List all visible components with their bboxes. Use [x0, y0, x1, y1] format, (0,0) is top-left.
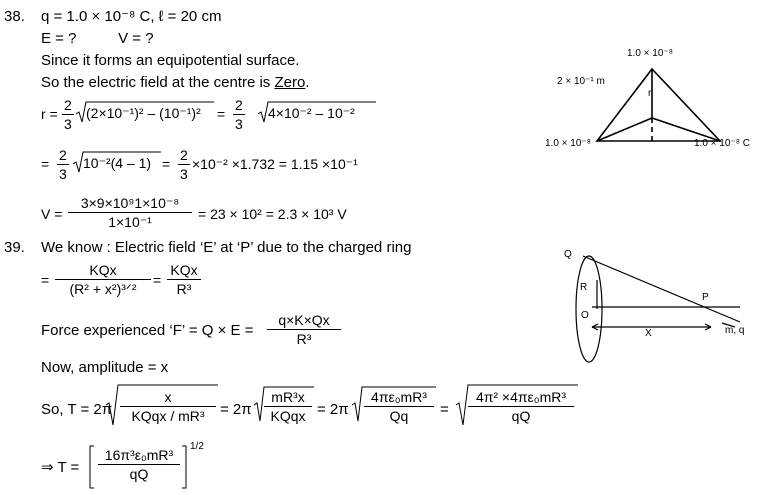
t3-den: Qq — [389, 408, 409, 424]
radicand-1: (2×10⁻¹)² – (10⁻¹)² — [86, 105, 201, 121]
t1-den: KQqx / mR³ — [131, 408, 205, 424]
t2-num: mR³x — [264, 390, 312, 407]
fig39-o-label: O — [581, 310, 589, 321]
equals-1: = — [217, 106, 226, 122]
line2-suffix: . — [305, 74, 310, 91]
equals-4: = — [41, 272, 50, 288]
problem-38-unknowns: E = ? V = ? — [41, 30, 154, 47]
field-den-1: (R² + x²)³ᐟ² — [69, 281, 137, 297]
final-exponent: 1/2 — [190, 441, 204, 452]
field-num-1: KQx — [55, 263, 151, 280]
force-text: Force experienced ‘F’ = Q × E = — [41, 322, 254, 339]
frac-num: 2 — [180, 147, 188, 163]
fig38-left-label: 1.0 × 10⁻⁸ — [545, 138, 591, 149]
problem-39-intro: We know : Electric field ‘E’ at ‘P’ due to the charged ring — [41, 239, 412, 256]
t1-num: x — [120, 390, 216, 407]
t2-den: KQqx — [270, 408, 306, 424]
radicand-2: 4×10⁻² – 10⁻² — [268, 105, 355, 121]
fig39-mq-label: m, q — [725, 325, 745, 336]
frac-den: 3 — [59, 166, 67, 182]
t4-den: qQ — [511, 408, 531, 424]
field-den-2: R³ — [176, 281, 192, 297]
v-lhs: V = — [41, 206, 63, 222]
t3-num: 4πε₀mR³ — [364, 390, 434, 407]
fig38-r-label: r — [648, 88, 652, 99]
equals-3: = — [162, 156, 171, 172]
v-num: 3×9×10⁹1×10⁻⁸ — [68, 196, 192, 213]
fig39-q-label: Q — [564, 249, 572, 260]
field-line — [583, 256, 740, 322]
force-den: R³ — [296, 331, 312, 347]
line2-prefix: So the electric field at the centre is — [41, 74, 275, 91]
force-num: q×K×Qx — [267, 313, 341, 330]
frac-den: 3 — [235, 116, 243, 132]
fig39-x-label: X — [645, 328, 652, 339]
amplitude-text: Now, amplitude = x — [41, 359, 169, 376]
two-pi-1: = 2π — [220, 401, 252, 418]
frac-num: 2 — [64, 97, 72, 113]
frac-num: 2 — [59, 147, 67, 163]
fig39-r-label: R — [580, 282, 588, 293]
equals-5: = — [153, 272, 162, 288]
radicand-3: 10⁻²(4 – 1) — [83, 155, 152, 171]
fig38-right-label: 1.0 × 10⁻⁸ C — [694, 138, 750, 149]
fig38-top-label: 1.0 × 10⁻⁸ — [627, 48, 673, 59]
problem-39-number: 39. — [4, 239, 25, 256]
field-num-2: KQx — [167, 263, 201, 280]
v-den: 1×10⁻¹ — [108, 214, 152, 230]
r-result: ×10⁻² ×1.732 = 1.15 ×10⁻¹ — [192, 156, 358, 172]
equals-2: = — [41, 156, 50, 172]
frac-den: 3 — [180, 166, 188, 182]
fig39-p-label: P — [702, 292, 709, 303]
frac-num: 2 — [235, 97, 243, 113]
ring-ellipse — [576, 256, 602, 362]
two-pi-2: = 2π — [317, 401, 349, 418]
frac-den: 3 — [64, 116, 72, 132]
r-lhs: r = — [41, 106, 58, 122]
fig38-side-label: 2 × 10⁻¹ m — [557, 76, 605, 87]
final-num: 16π³ε₀mR³ — [98, 448, 180, 465]
t4-num: 4π² ×4πε₀mR³ — [468, 390, 574, 407]
problem-38-given: q = 1.0 × 10⁻⁸ C, ℓ = 20 cm — [41, 8, 222, 25]
problem-38-number: 38. — [4, 8, 25, 25]
so-t-lhs: So, T = 2π — [41, 401, 113, 418]
final-lhs: ⇒ T = — [41, 459, 80, 476]
zero-underlined: Zero — [274, 74, 306, 91]
equals-6: = — [440, 401, 449, 418]
v-result: = 23 × 10² = 2.3 × 10³ V — [198, 206, 347, 222]
final-den: qQ — [129, 466, 149, 482]
problem-38-line1: Since it forms an equipotential surface. — [41, 52, 300, 69]
